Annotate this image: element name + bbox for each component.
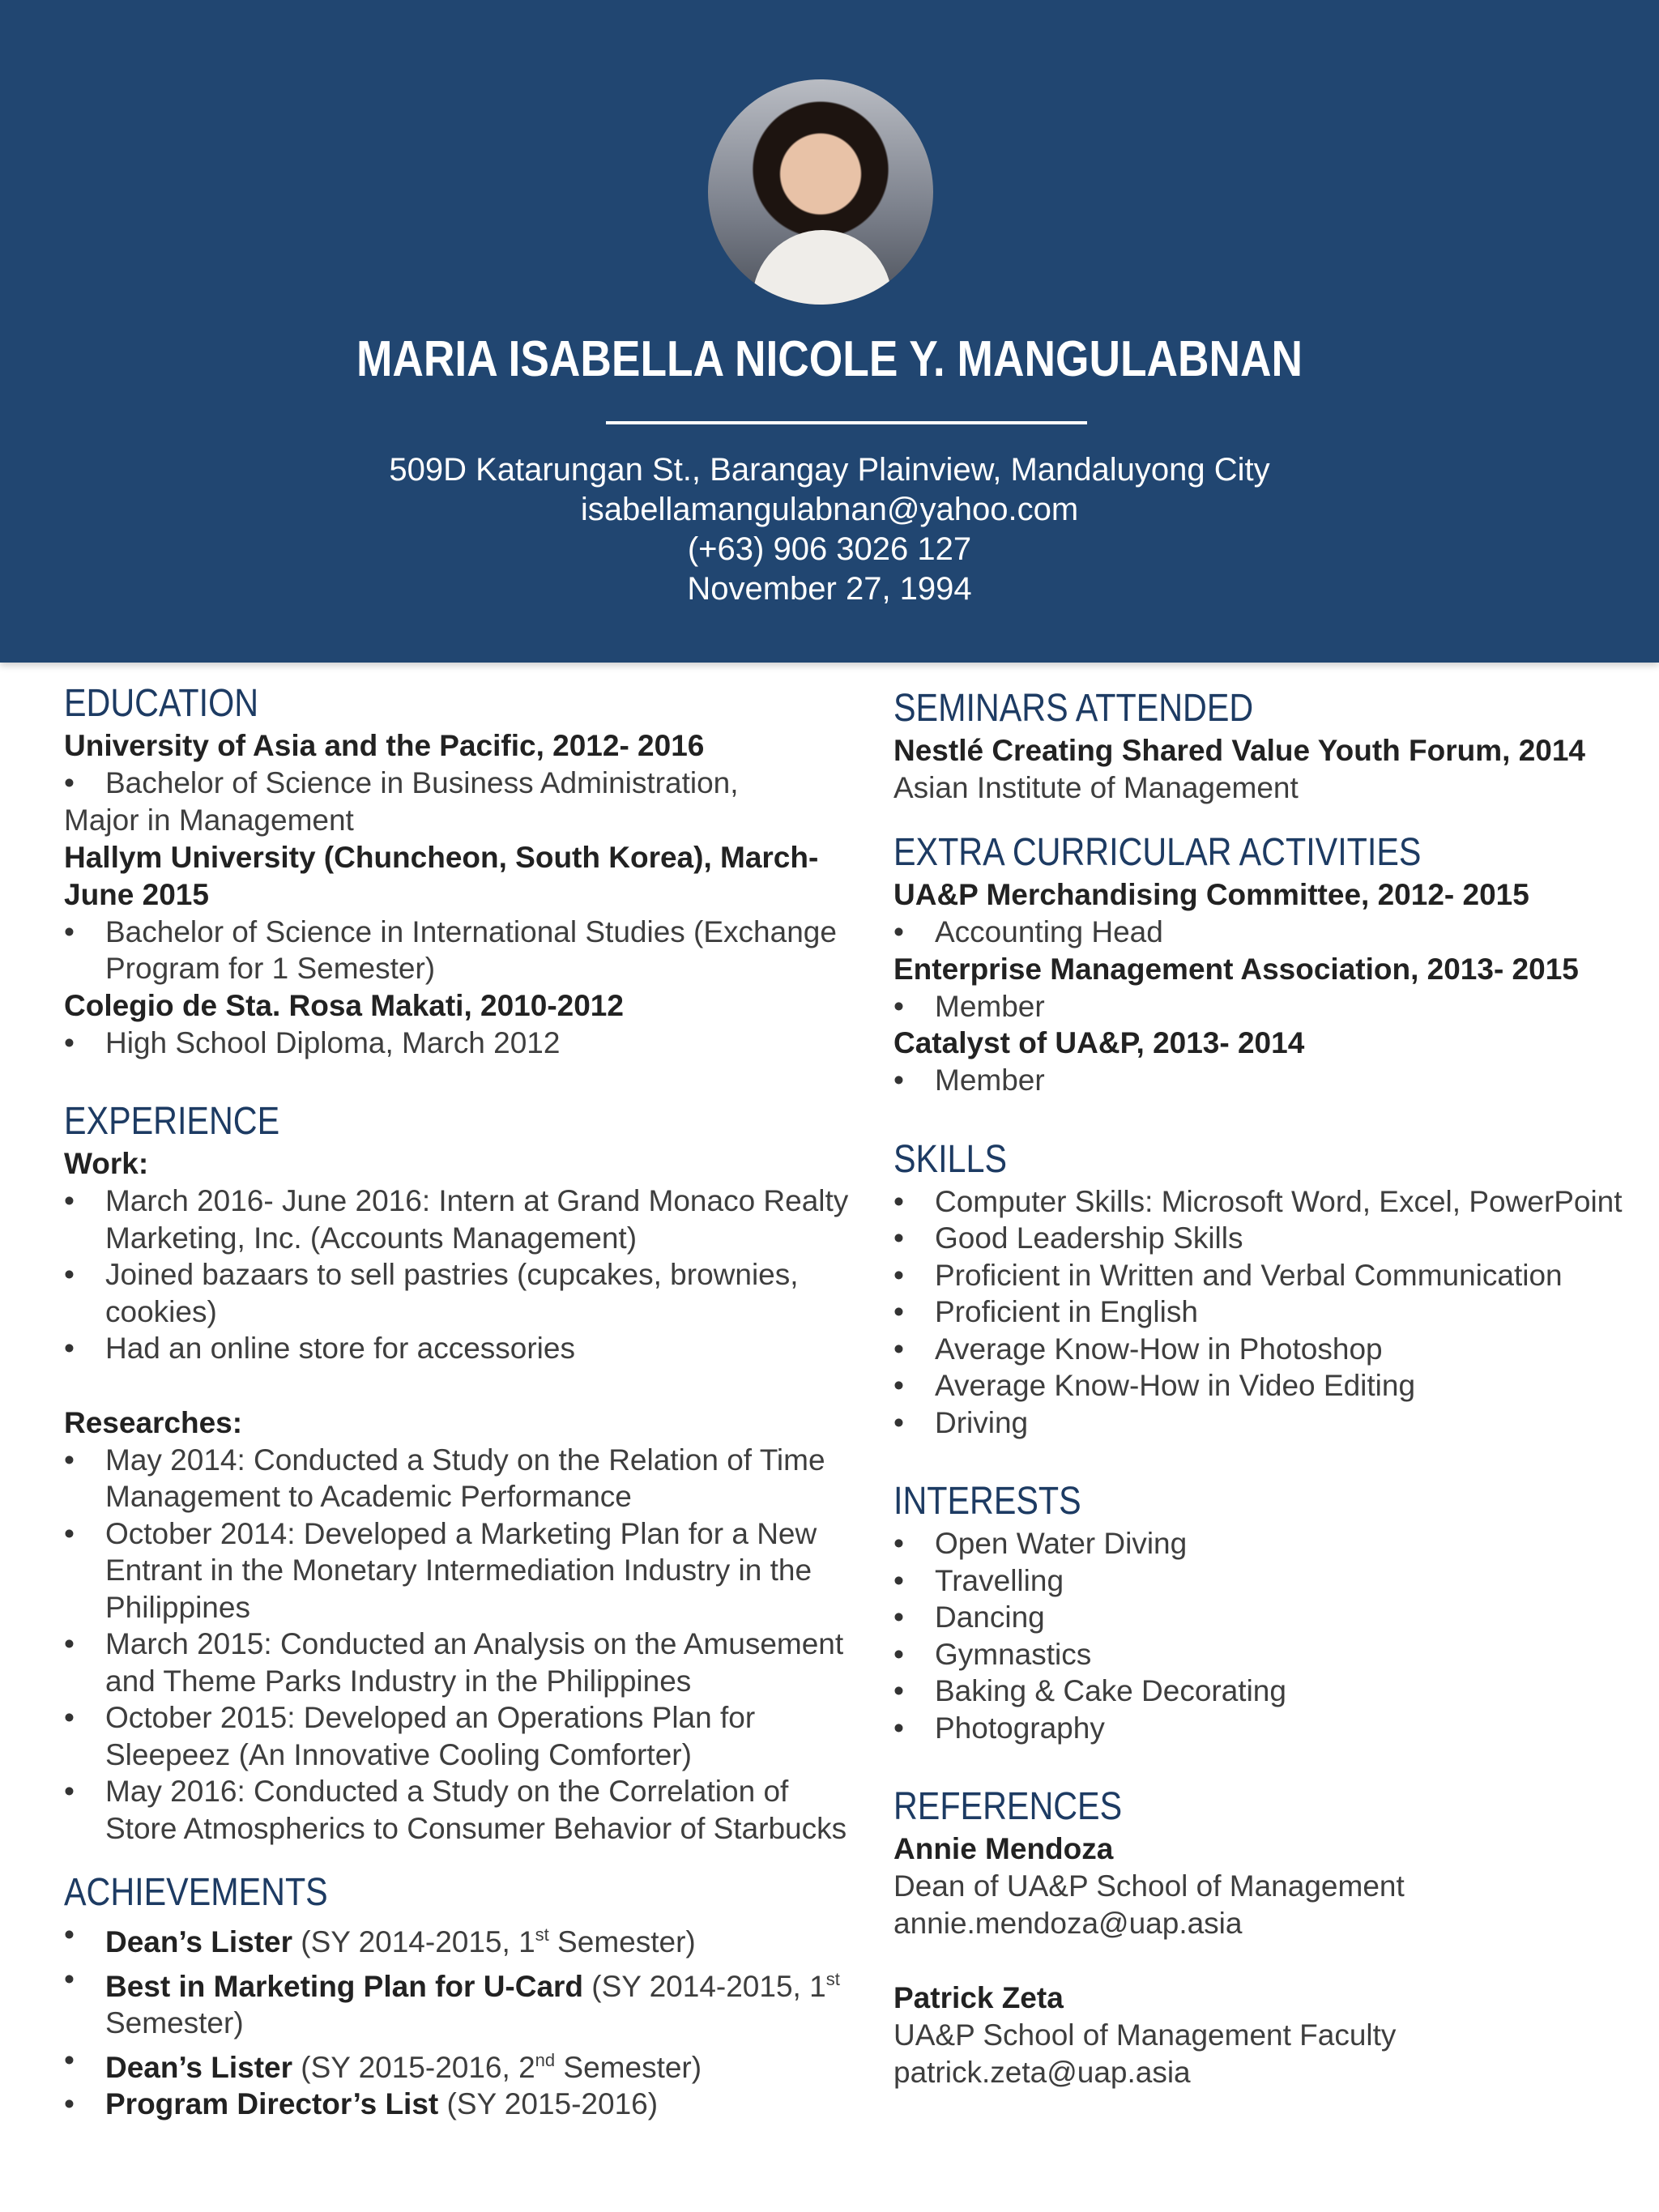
applicant-name: MARIA ISABELLA NICOLE Y. MANGULABNAN xyxy=(356,331,1303,387)
skill-item: • Proficient in English xyxy=(893,1294,1647,1331)
achievements-heading: ACHIEVEMENTS xyxy=(64,1871,328,1914)
interest-item: • Photography xyxy=(893,1710,1647,1747)
work-label: Work: xyxy=(64,1147,149,1180)
education-detail: • Bachelor of Science in Business Administration, xyxy=(64,765,866,802)
achievement-item: • Best in Marketing Plan for U-Card (SY 2014-2015, 1st Semester) xyxy=(64,1961,866,2042)
skill-item: • Computer Skills: Microsoft Word, Excel, PowerPoint xyxy=(893,1183,1647,1221)
work-item: • Joined bazaars to sell pastries (cupcakes, brownies, cookies) xyxy=(64,1256,866,1330)
research-item: • May 2016: Conducted a Study on the Correlation of Store Atmospherics to Consumer Behavior of Starbucks xyxy=(64,1773,866,1847)
extracurricular-heading: EXTRA CURRICULAR ACTIVITIES xyxy=(893,831,1422,874)
achievement-item: • Dean’s Lister (SY 2014-2015, 1st Semester) xyxy=(64,1916,866,1961)
research-item: • March 2015: Conducted an Analysis on the Amusement and Theme Parks Industry in the Philippines xyxy=(64,1626,866,1699)
skill-item: • Good Leadership Skills xyxy=(893,1220,1647,1257)
school-name: University of Asia and the Pacific, 2012- 2016 xyxy=(64,729,705,762)
education-detail: • High School Diploma, March 2012 xyxy=(64,1025,866,1062)
work-item: • March 2016- June 2016: Intern at Grand Monaco Realty Marketing, Inc. (Accounts Management) xyxy=(64,1183,866,1256)
profile-photo xyxy=(708,79,933,305)
research-item: • October 2015: Developed an Operations Plan for Sleepeez (An Innovative Cooling Comforter) xyxy=(64,1699,866,1773)
seminars-heading: SEMINARS ATTENDED xyxy=(893,687,1254,730)
header-divider xyxy=(606,421,1087,424)
references-heading: REFERENCES xyxy=(893,1785,1123,1828)
address: 509D Katarungan St., Barangay Plainview, Mandaluyong City xyxy=(389,452,1270,488)
organization-name: Catalyst of UA&P, 2013- 2014 xyxy=(893,1026,1305,1059)
organization-role: • Accounting Head xyxy=(893,914,1647,951)
reference-name: Patrick Zeta xyxy=(893,1981,1064,2014)
right-column xyxy=(893,680,1647,2091)
work-item: • Had an online store for accessories xyxy=(64,1330,866,1367)
skill-item: • Proficient in Written and Verbal Communication xyxy=(893,1257,1647,1294)
organization-name: UA&P Merchandising Committee, 2012- 2015 xyxy=(893,878,1529,911)
reference-position: Dean of UA&P School of Management xyxy=(893,1869,1405,1903)
reference-email: patrick.zeta@uap.asia xyxy=(893,2056,1191,2089)
interest-item: • Open Water Diving xyxy=(893,1525,1647,1562)
achievement-item: • Program Director’s List (SY 2015-2016) xyxy=(64,2086,866,2123)
organization-name: Enterprise Management Association, 2013- 2015 xyxy=(893,952,1579,986)
education-heading: EDUCATION xyxy=(64,682,259,725)
experience-heading: EXPERIENCE xyxy=(64,1100,280,1143)
interest-item: • Travelling xyxy=(893,1562,1647,1600)
organization-role: • Member xyxy=(893,988,1647,1025)
interest-item: • Baking & Cake Decorating xyxy=(893,1673,1647,1710)
research-item: • October 2014: Developed a Marketing Plan for a New Entrant in the Monetary Intermediation Industry in the Philippines xyxy=(64,1515,866,1626)
interests-heading: INTERESTS xyxy=(893,1480,1081,1523)
email: isabellamangulabnan@yahoo.com xyxy=(580,492,1079,527)
research-label: Researches: xyxy=(64,1405,243,1439)
skills-heading: SKILLS xyxy=(893,1137,1007,1181)
birthdate: November 27, 1994 xyxy=(687,571,972,607)
skill-item: • Average Know-How in Video Editing xyxy=(893,1367,1647,1404)
interest-item: • Dancing xyxy=(893,1599,1647,1636)
school-name: Colegio de Sta. Rosa Makati, 2010-2012 xyxy=(64,988,624,1022)
left-column xyxy=(64,680,866,2123)
contact-info xyxy=(0,450,1659,609)
organization-role: • Member xyxy=(893,1062,1647,1099)
research-item: • May 2014: Conducted a Study on the Relation of Time Management to Academic Performance xyxy=(64,1442,866,1515)
header-banner xyxy=(0,0,1659,663)
skill-item: • Average Know-How in Photoshop xyxy=(893,1331,1647,1368)
seminar-venue: Asian Institute of Management xyxy=(893,771,1299,804)
seminar-name: Nestlé Creating Shared Value Youth Forum, 2014 xyxy=(893,734,1585,767)
reference-name: Annie Mendoza xyxy=(893,1832,1114,1865)
achievement-item: • Dean’s Lister (SY 2015-2016, 2nd Semester) xyxy=(64,2042,866,2086)
education-detail: • Bachelor of Science in International Studies (Exchange Program for 1 Semester) xyxy=(64,914,866,987)
interest-item: • Gymnastics xyxy=(893,1636,1647,1673)
reference-position: UA&P School of Management Faculty xyxy=(893,2018,1397,2052)
education-detail-continuation: Major in Management xyxy=(64,803,354,837)
phone: (+63) 906 3026 127 xyxy=(687,531,972,567)
school-name-continuation: June 2015 xyxy=(64,877,209,911)
reference-email: annie.mendoza@uap.asia xyxy=(893,1907,1243,1940)
skill-item: • Driving xyxy=(893,1404,1647,1442)
school-name: Hallym University (Chuncheon, South Korea), March- xyxy=(64,840,819,874)
